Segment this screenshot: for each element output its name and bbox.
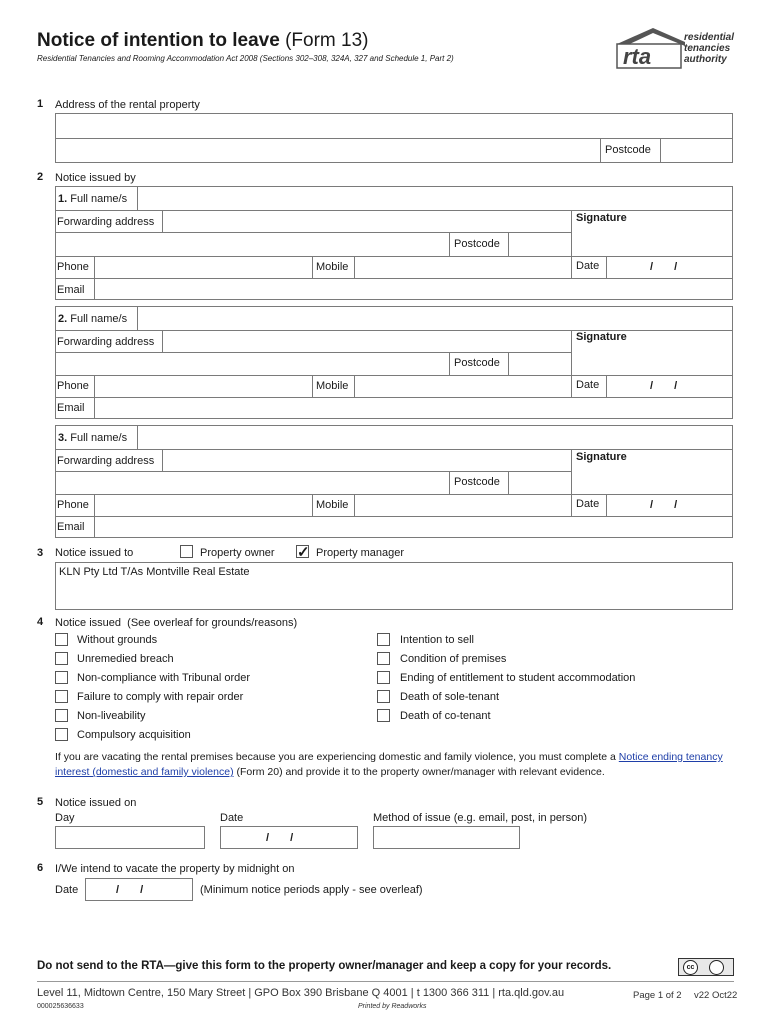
reason-label-death-sole-tenant: Death of sole-tenant: [400, 691, 500, 703]
reason-checkbox-repair-order[interactable]: [55, 690, 68, 703]
tenant-3-v9: [606, 494, 607, 516]
tenant-3-date-input[interactable]: / /: [650, 499, 678, 511]
section-2-label: Notice issued by: [55, 172, 136, 184]
tenant-2-v1: [137, 306, 138, 330]
tenant-1-forwarding-label: Forwarding address: [57, 216, 155, 228]
tenant-3-signature-field[interactable]: [573, 465, 732, 493]
form-code: 000025636633: [37, 1003, 84, 1010]
logo-line-1: residential: [684, 32, 735, 43]
tenant-2-forwarding-label: Forwarding address: [57, 336, 155, 348]
tenant-1-v4: [449, 232, 450, 256]
tenant-3-line-2: [55, 471, 572, 472]
cc-license-badge: [678, 958, 734, 976]
vacate-date-label: Date: [55, 884, 79, 896]
tenant-1-v9: [606, 256, 607, 278]
tenant-3-v2: [162, 449, 163, 471]
property-owner-label: Property owner: [200, 547, 275, 559]
reason-checkbox-unremedied-breach[interactable]: [55, 652, 68, 665]
reason-label-repair-order: Failure to comply with repair order: [77, 691, 244, 703]
cc-icon: cc: [683, 960, 698, 975]
reason-label-student-accommodation: Ending of entitlement to student accommodation: [400, 672, 636, 684]
tenant-2-date-label: Date: [576, 379, 600, 391]
tenant-3-signature-label: Signature: [576, 451, 627, 463]
tenant-1-date-input[interactable]: / /: [650, 261, 678, 273]
vacate-date-separators: / /: [116, 884, 144, 896]
tenant-3-v4: [449, 471, 450, 494]
issue-method-input[interactable]: [373, 826, 520, 849]
tenant-1-v2: [162, 210, 163, 232]
form-20-link[interactable]: Notice ending tenancy interest (domestic and family violence): [55, 751, 723, 778]
tenant-3-fullname-input[interactable]: [139, 426, 732, 448]
tenant-2-phone-label: Phone: [57, 380, 89, 392]
dfv-info-paragraph: [55, 750, 735, 780]
issue-day-label: Day: [55, 812, 75, 824]
property-manager-checkbox[interactable]: ✓: [297, 544, 310, 561]
tenant-1-fullname-label: [58, 193, 127, 205]
tenant-3-v1: [137, 425, 138, 449]
tenant-2-v7: [312, 375, 313, 397]
tenant-3-v5: [508, 471, 509, 494]
tenant-1-signature-field[interactable]: [573, 226, 732, 255]
reason-checkbox-intention-to-sell[interactable]: [377, 633, 390, 646]
tenant-2-email-input[interactable]: [96, 398, 732, 418]
tenant-2-fullname-label: [58, 313, 127, 325]
property-manager-label: Property manager: [316, 547, 405, 559]
tenant-2-mobile-input[interactable]: [356, 376, 570, 396]
reason-checkbox-student-accommodation[interactable]: [377, 671, 390, 684]
tenant-1-mobile-label: Mobile: [316, 261, 349, 273]
tenant-1-forwarding-input[interactable]: [164, 211, 570, 231]
tenant-3-postcode-input[interactable]: [510, 472, 570, 493]
reason-label-intention-to-sell: Intention to sell: [400, 634, 474, 646]
section-4-title: Notice issued: [55, 617, 122, 629]
tenant-2-v9: [606, 375, 607, 397]
reason-checkbox-condition-of-premises[interactable]: [377, 652, 390, 665]
reason-label-condition-of-premises: Condition of premises: [400, 653, 507, 665]
tenant-2-v5: [508, 352, 509, 375]
tenant-2-phone-input[interactable]: [96, 376, 311, 396]
tenant-3-forwarding-input[interactable]: [164, 450, 570, 470]
tenant-3-email-input[interactable]: [96, 517, 732, 537]
property-postcode-input[interactable]: [661, 139, 732, 162]
tenant-2-date-input[interactable]: / /: [650, 380, 678, 392]
tenant-3-forwarding-label: Forwarding address: [57, 455, 155, 467]
tenant-1-v7: [312, 256, 313, 278]
tenant-2-v3: [571, 330, 572, 397]
vacate-note: (Minimum notice periods apply - see overleaf): [200, 884, 423, 896]
issue-date-label: Date: [220, 812, 244, 824]
logo-line-2: tenancies: [684, 43, 731, 54]
page-indicator: Page 1 of 2: [633, 990, 682, 1001]
tenant-2-mobile-label: Mobile: [316, 380, 349, 392]
reason-label-death-co-tenant: Death of co-tenant: [400, 710, 491, 722]
issue-date-separators: / /: [266, 832, 294, 844]
reason-label-without-grounds: Without grounds: [77, 634, 158, 646]
tenant-2-index: 2.: [58, 313, 68, 325]
printer-credit: Printed by Readworks: [358, 1003, 427, 1010]
tenant-2-signature-label: Signature: [576, 331, 627, 343]
tenant-1-index: 1.: [58, 193, 68, 205]
tenant-3-postcode-label: Postcode: [454, 476, 500, 488]
tenant-2-v4: [449, 352, 450, 375]
tenant-1-email-input[interactable]: [96, 279, 732, 299]
issue-method-label: Method of issue (e.g. email, post, in person): [373, 812, 587, 824]
tenant-2-signature-field[interactable]: [573, 345, 732, 374]
reason-checkbox-death-sole-tenant[interactable]: [377, 690, 390, 703]
tenant-1-postcode-input[interactable]: [510, 233, 570, 255]
tenant-1-signature-label: Signature: [576, 212, 627, 224]
section-4-label: [55, 617, 297, 629]
tenant-3-v7: [312, 494, 313, 516]
tenant-1-v8: [354, 256, 355, 278]
logo-wordmark: [684, 32, 734, 65]
reason-label-unremedied-breach: Unremedied breach: [77, 653, 174, 665]
reason-checkbox-compulsory-acquisition[interactable]: [55, 728, 68, 741]
section-5-label: Notice issued on: [55, 797, 137, 809]
reason-checkbox-without-grounds[interactable]: [55, 633, 68, 646]
section-6-label: I/We intend to vacate the property by midnight on: [55, 863, 295, 875]
postcode-label: Postcode: [605, 144, 651, 156]
tenant-1-phone-input[interactable]: [96, 257, 311, 277]
tenant-2-postcode-label: Postcode: [454, 357, 500, 369]
reason-label-tribunal-order: Non-compliance with Tribunal order: [77, 672, 251, 684]
tenant-3-fullname-text: Full name/s: [70, 432, 128, 444]
title-text: Notice of intention to leave: [37, 30, 280, 51]
tenant-1-v1: [137, 186, 138, 210]
tenant-1-v6: [94, 256, 95, 300]
tenant-1-v5: [508, 232, 509, 256]
reason-checkbox-non-liveability[interactable]: [55, 709, 68, 722]
page-title: [37, 30, 369, 52]
tenant-1-date-label: Date: [576, 260, 600, 272]
section-5-number: 5: [37, 796, 44, 808]
tenant-1-line-2: [55, 232, 572, 233]
form-version: v22 Oct22: [694, 990, 738, 1001]
tenant-2-fullname-text: Full name/s: [70, 313, 128, 325]
dfv-info-text-1: If you are vacating the rental premises because you are experiencing domestic and family violence, you must complete a: [55, 751, 619, 763]
tenant-3-phone-label: Phone: [57, 499, 89, 511]
tenant-3-date-label: Date: [576, 498, 600, 510]
section-2-number: 2: [37, 171, 44, 183]
attribution-icon: [709, 960, 724, 975]
tenant-1-mobile-input[interactable]: [356, 257, 570, 277]
tenant-3-index: 3.: [58, 432, 68, 444]
address-divider: [55, 138, 733, 139]
section-3-label: Notice issued to: [55, 547, 134, 559]
tenant-2-email-label: Email: [57, 402, 85, 414]
tenant-3-v6: [94, 494, 95, 538]
tenant-1-fullname-input[interactable]: [139, 187, 732, 209]
title-form-number: (Form 13): [285, 30, 369, 51]
tenant-1-v3: [571, 210, 572, 278]
footer-address: Level 11, Midtown Centre, 150 Mary Street | GPO Box 390 Brisbane Q 4001 | t 1300 366 311 | rta.qld.gov.au: [37, 987, 565, 999]
reason-checkbox-death-co-tenant[interactable]: [377, 709, 390, 722]
section-4-note: (See overleaf for grounds/reasons): [127, 617, 298, 629]
tenant-3-mobile-input[interactable]: [356, 495, 570, 515]
page-subtitle: Residential Tenancies and Rooming Accommodation Act 2008 (Sections 302–308, 324A, 327 and Schedule 1, Part 2): [37, 54, 454, 63]
tenant-3-v3: [571, 449, 572, 516]
reason-label-non-liveability: Non-liveability: [77, 710, 146, 722]
tenant-2-line-2: [55, 352, 572, 353]
tenant-3-email-label: Email: [57, 521, 85, 533]
tenant-1-phone-label: Phone: [57, 261, 89, 273]
logo-line-3: authority: [684, 54, 727, 65]
tenant-2-postcode-input[interactable]: [510, 353, 570, 374]
footer-warning: Do not send to the RTA—give this form to the property owner/manager and keep a copy for your records.: [37, 960, 612, 972]
tenant-3-v8: [354, 494, 355, 516]
recipient-value: KLN Pty Ltd T/As Montville Real Estate: [59, 566, 250, 578]
section-4-number: 4: [37, 616, 44, 628]
tenant-3-mobile-label: Mobile: [316, 499, 349, 511]
issue-day-input[interactable]: [55, 826, 205, 849]
dfv-info-text-2: (Form 20) and provide it to the property owner/manager with relevant evidence.: [233, 766, 605, 778]
postcode-divider: [600, 138, 601, 163]
tenant-2-forwarding-input[interactable]: [164, 331, 570, 351]
tenant-1-email-label: Email: [57, 284, 85, 296]
logo-mark: rta: [623, 44, 652, 69]
property-owner-checkbox[interactable]: [180, 545, 193, 558]
tenant-3-phone-input[interactable]: [96, 495, 311, 515]
footer-divider: [37, 981, 734, 982]
section-1-number: 1: [37, 98, 44, 110]
section-6-number: 6: [37, 862, 44, 874]
section-1-label: Address of the rental property: [55, 99, 200, 111]
tenant-1-postcode-label: Postcode: [454, 238, 500, 250]
section-3-number: 3: [37, 547, 44, 559]
tenant-2-v8: [354, 375, 355, 397]
tenant-2-v2: [162, 330, 163, 352]
tenant-1-fullname-text: Full name/s: [70, 193, 128, 205]
reason-label-compulsory-acquisition: Compulsory acquisition: [77, 729, 191, 741]
tenant-2-v6: [94, 375, 95, 419]
tenant-2-fullname-input[interactable]: [139, 307, 732, 329]
tenant-3-fullname-label: [58, 432, 127, 444]
reason-checkbox-tribunal-order[interactable]: [55, 671, 68, 684]
